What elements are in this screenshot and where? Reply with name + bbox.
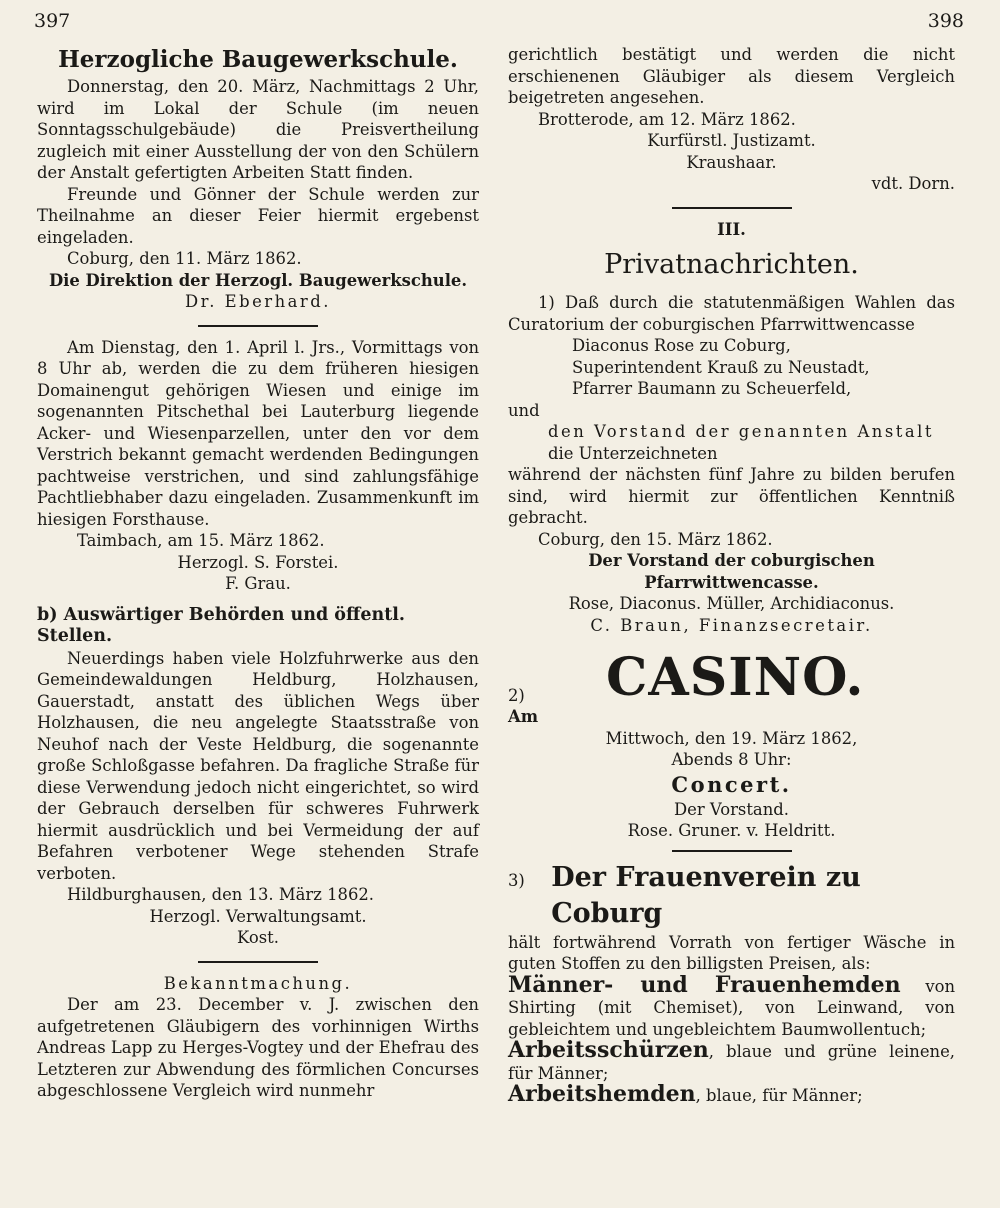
page-number-right: 398 bbox=[927, 10, 964, 32]
divider bbox=[198, 325, 318, 327]
verwaltungsamt-paragraph: Neuerdings haben viele Holzfuhrwerke aus den Gemeindewaldungen Heldburg, Holzhausen, Gauerstadt, anstatt des üblichen Wegs über Holzhausen, die neu angelegte Staatsstraße von Neuhof nach der Veste Heldburg, die sogenannte große Schloßgasse befahren. Da fragliche Straße für diese Verwendung jedoch nicht eingerichtet, so wird der Gebrauch derselben für schweres Fuhrwerk hiermit ausdrücklich und bei Vermeidung der auf Befahren verbotener Wege stehenden Strafe verboten. bbox=[37, 648, 479, 883]
forstei-signer-name: F. Grau. bbox=[225, 574, 291, 593]
pfarrwittwencasse-signer-org: Der Vorstand der coburgischen Pfarrwittwencasse. bbox=[588, 551, 875, 592]
pfarrwittwencasse-signer-line-2: C. Braun, Finanzsecretair. bbox=[590, 615, 873, 635]
pfarrwittwencasse-intro: 1) Daß durch die statutenmäßigen Wahlen das Curatorium der coburgischen Pfarrwittwencasse bbox=[508, 293, 955, 334]
baugewerkschule-paragraph-1: Donnerstag, den 20. März, Nachmittags 2 Uhr, wird im Lokal der Schule (im neuen Sonntagsschulgebäude) die Preisvertheilung zugleich mit einer Ausstellung der von den Schülern der Anstalt gefertigten Arbeiten Statt finden. bbox=[37, 77, 479, 182]
baugewerkschule-paragraph-2: Freunde und Gönner der Schule werden zur Theilnahme an dieser Feier hiermit ergebenst eingeladen. bbox=[37, 184, 479, 247]
und-text: und bbox=[508, 400, 540, 420]
justizamt-place-date: Brotterode, am 12. März 1862. bbox=[538, 109, 796, 129]
pfarrwittwencasse-outro: während der nächsten fünf Jahre zu bilden berufen sind, wird hiermit zur öffentlichen Kenntniß gebracht. bbox=[508, 465, 955, 527]
frauenverein-entry bbox=[508, 1037, 955, 1084]
left-column bbox=[37, 44, 479, 1102]
casino-date-line: Mittwoch, den 19. März 1862, bbox=[605, 728, 858, 748]
frauenverein-entry-text: von Shirting (mit Chemiset), von Leinwand, von gebleichtem und ungebleichtem Baumwollentuch; bbox=[508, 976, 955, 1039]
auswaertige-heading: b) Auswärtiger Behörden und öffentl. Stellen. bbox=[37, 604, 406, 646]
baugewerkschule-heading: Herzogliche Baugewerkschule. bbox=[58, 46, 458, 73]
justizamt-signer-name-1: Kraushaar. bbox=[686, 152, 777, 172]
justizamt-paragraph: gerichtlich bestätigt und werden die nicht erschienenen Gläubiger als diesem Vergleich beigetreten angesehen. bbox=[508, 45, 955, 107]
section-roman-numeral: III. bbox=[717, 219, 746, 239]
divider bbox=[672, 207, 792, 209]
frauenverein-intro: hält fortwährend Vorrath von fertiger Wäsche in guten Stoffen zu den billigsten Preisen, als: bbox=[508, 932, 955, 973]
divider bbox=[198, 961, 318, 963]
frauenverein-entry-label: Arbeitsschürzen bbox=[508, 1037, 709, 1063]
baugewerkschule-signer-name: Dr. Eberhard. bbox=[185, 292, 331, 311]
frauenverein-title: Der Frauenverein zu Coburg bbox=[551, 861, 861, 929]
vorstand-text: den Vorstand der genannten Anstalt bbox=[548, 422, 934, 441]
frauenverein-entry-text: , blaue und grüne leinene, für Männer; bbox=[508, 1042, 955, 1083]
frauenverein-entry-label: Arbeitshemden bbox=[508, 1081, 696, 1107]
curatorium-list bbox=[508, 335, 955, 400]
curatorium-member: Diaconus Rose zu Coburg, bbox=[572, 336, 791, 355]
forstei-place-date: Taimbach, am 15. März 1862. bbox=[77, 531, 325, 550]
casino-event: Concert. bbox=[671, 771, 792, 797]
verwaltungsamt-signer-org: Herzogl. Verwaltungsamt. bbox=[149, 906, 367, 926]
pfarrwittwencasse-signer-line-1: Rose, Diaconus. Müller, Archidiaconus. bbox=[568, 594, 895, 613]
justizamt-signer-org: Kurfürstl. Justizamt. bbox=[647, 131, 816, 150]
baugewerkschule-place-date: Coburg, den 11. März 1862. bbox=[67, 249, 302, 268]
justizamt-signer-name-2: vdt. Dorn. bbox=[871, 174, 955, 193]
page-number-left: 397 bbox=[34, 10, 71, 32]
pfarrwittwencasse-place-date: Coburg, den 15. März 1862. bbox=[538, 529, 773, 549]
casino-am: Am bbox=[508, 707, 539, 726]
casino-names: Rose. Gruner. v. Heldritt. bbox=[627, 821, 836, 840]
casino-title: CASINO. bbox=[606, 647, 865, 708]
frauenverein-entry-label: Männer- und Frauenhemden bbox=[508, 971, 901, 998]
right-column bbox=[508, 44, 955, 1107]
frauenverein-item-number: 3) bbox=[508, 870, 525, 890]
forstei-paragraph: Am Dienstag, den 1. April l. Jrs., Vormittags von 8 Uhr ab, werden die zu dem früheren hiesigen Domainengut gehörigen Wiesen und einige im sogenannten Pitschethal bei Lauterburg liegende Acker- und Wiesenparzellen, unter den vor dem Verstrich bekannt gemacht werdenden Bedingungen pachtweise verstrichen, und sind zahlungsfähige Pachtliebhaber dazu eingeladen. Zusammenkunft im hiesigen Forsthause. bbox=[37, 337, 479, 529]
curatorium-member: Superintendent Krauß zu Neustadt, bbox=[572, 357, 870, 377]
frauenverein-entry bbox=[508, 1081, 955, 1107]
verwaltungsamt-signer-name: Kost. bbox=[237, 928, 279, 947]
frauenverein-entry-text: , blaue, für Männer; bbox=[695, 1086, 863, 1105]
bekanntmachung-paragraph: Der am 23. December v. J. zwischen den aufgetretenen Gläubigern des vorhinnigen Wirths Andreas Lapp zu Herges-Vogtey und der Ehefrau des Letzteren zur Abwendung des förmlichen Concurses abgeschlossene Vergleich wird nunmehr bbox=[37, 995, 479, 1100]
curatorium-member: Pfarrer Baumann zu Scheuerfeld, bbox=[572, 379, 852, 398]
casino-time-line: Abends 8 Uhr: bbox=[671, 750, 792, 769]
frauenverein-entry bbox=[508, 971, 955, 1041]
bekanntmachung-heading: Bekanntmachung. bbox=[163, 973, 353, 993]
unterzeichneten-text: die Unterzeichneten bbox=[548, 443, 718, 463]
divider bbox=[672, 850, 792, 852]
casino-board: Der Vorstand. bbox=[674, 799, 789, 819]
baugewerkschule-signer-org: Die Direktion der Herzogl. Baugewerkschule. bbox=[48, 270, 468, 290]
verwaltungsamt-place-date: Hildburghausen, den 13. März 1862. bbox=[67, 885, 375, 904]
privatnachrichten-heading: Privatnachrichten. bbox=[604, 249, 859, 280]
casino-item-number: 2) bbox=[508, 685, 525, 705]
forstei-signer-org: Herzogl. S. Forstei. bbox=[177, 552, 339, 572]
